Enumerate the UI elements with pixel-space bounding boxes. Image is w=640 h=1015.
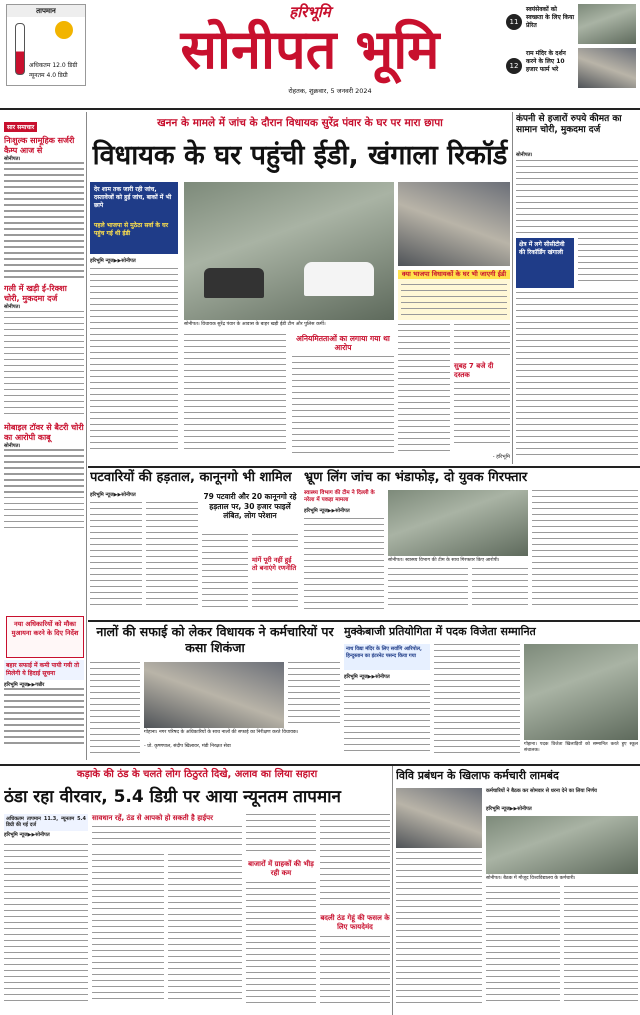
boxing-photo-caption: गोहाना। पदक विजेता खिलाड़ियों को सम्मानित करते हुए स्कूल संचालक। bbox=[524, 742, 638, 753]
boxing-headline: मुक्केबाजी प्रतियोगिता में पदक विजेता सम्मानित bbox=[344, 625, 536, 638]
left-column bbox=[4, 114, 84, 612]
cold-byline: हरिभूमि न्यूज▶▶सोनीपत bbox=[4, 832, 50, 838]
right-teaser-2[interactable] bbox=[506, 48, 636, 88]
bhroon-col4-body bbox=[532, 490, 638, 614]
sewer-photo bbox=[144, 662, 284, 728]
city-title: सोनीपत भूमि bbox=[180, 18, 440, 81]
protest-bullet: कर्मचारियों ने बैठक कर सोमवार से धरना देने का लिया निर्णय bbox=[486, 788, 597, 794]
lead-col5-body bbox=[454, 324, 510, 360]
bhroon-kicker: स्वास्थ्य विभाग की टीम ने दिल्ली के नरेला में पकड़ा मामला bbox=[304, 490, 375, 503]
cold-sub2: बदली ठंड गेहूं की फसल के लिए फायदेमंद bbox=[320, 914, 390, 931]
protest-photo-1 bbox=[396, 788, 482, 848]
strike-col4-body bbox=[252, 534, 298, 554]
brief4-title: बहार सफाई में कमी पायी गयी तो मिलेगी ये हिदाई सूचना bbox=[4, 660, 84, 680]
sewer-headline: नालों की सफाई को लेकर विधायक ने कर्मचारियों पर कसा शिकंजा bbox=[96, 624, 334, 655]
sewer-story bbox=[90, 622, 340, 762]
cold-quote: सावधान रहें, ठंड से आपको हो सकती है हाईपर bbox=[92, 814, 214, 822]
lead-col2-body bbox=[184, 334, 286, 458]
teaser-number: 11 bbox=[506, 14, 522, 30]
bhroon-photo-caption: सोनीपत। स्वास्थ्य विभाग की टीम के साथ गिरफ्तार किए आरोपी। bbox=[388, 558, 500, 563]
masthead-rule bbox=[0, 108, 640, 110]
sidebar-body-2 bbox=[578, 238, 638, 288]
brief1-body bbox=[4, 162, 84, 284]
lead-highlight: क्या भाजपा विधायकों के घर भी जाएगी ईडी bbox=[398, 270, 510, 279]
boxing-col1-body bbox=[344, 684, 430, 758]
sidebar-body-3 bbox=[516, 292, 638, 460]
cold-col8-body bbox=[320, 936, 390, 1010]
strike-col3-body bbox=[202, 534, 248, 614]
cold-sub1: बाजारों में ग्राहकों की भीड़ रही कम bbox=[248, 860, 314, 877]
masthead bbox=[0, 0, 640, 112]
protest-col3-body bbox=[564, 886, 638, 1010]
bhroon-photo bbox=[388, 490, 528, 556]
temperature-box bbox=[6, 4, 86, 86]
cold-temp-box: अधिकतम तापमान 11.3, न्यूनतम 5.4 डिग्री की गई दर्ज bbox=[4, 814, 88, 831]
thermometer-icon bbox=[15, 23, 25, 75]
cold-kicker: कड़ाके की ठंड के चलते लोग ठिठुरते दिखे, अलाव का लिया सहारा bbox=[76, 769, 318, 780]
bhroon-headline: भ्रूण लिंग जांच का भंडाफोड़, दो युवक गिरफ्तार bbox=[304, 470, 528, 485]
boxing-box bbox=[344, 644, 430, 670]
brief3-title: मोबाइल टॉवर से बैटरी चोरी का आरोपी काबू bbox=[4, 422, 84, 442]
boxing-photo bbox=[524, 644, 638, 740]
bottom-divider bbox=[392, 766, 393, 1015]
lead-sub2: सुबह 7 बजे दी दस्तक bbox=[454, 362, 494, 379]
sidebar-body-1 bbox=[516, 160, 638, 236]
sidebar-photo-label-box bbox=[516, 238, 574, 288]
lead-photo-2 bbox=[398, 182, 510, 266]
bhroon-byline: हरिभूमि न्यूज▶▶सोनीपत bbox=[304, 508, 350, 514]
sewer-byline-2: - प्रो. कृष्णपाल, संदीप खिलावर, मंडी निरक्षत सेवा bbox=[144, 744, 231, 749]
teaser-text: राम मंदिर के दर्शन करने के लिए 10 हजार फार्म भरे bbox=[526, 50, 566, 73]
brief2-body bbox=[4, 311, 84, 423]
right-teaser-1[interactable] bbox=[506, 4, 636, 44]
strike-headline: पटवारियों की हड़ताल, कानूनगो भी शामिल bbox=[90, 470, 292, 485]
car-shape bbox=[304, 262, 374, 296]
sun-icon bbox=[55, 21, 73, 39]
lead-byline-2: - हरिभूमि bbox=[492, 454, 510, 460]
lead-col1-body bbox=[90, 268, 178, 458]
boxing-byline: हरिभूमि न्यूज▶▶सोनीपत bbox=[344, 674, 390, 680]
min-temp: न्यूनतम 4.0 डिग्री bbox=[29, 72, 68, 79]
car-shape-2 bbox=[204, 268, 264, 298]
protest-col2-body bbox=[486, 886, 560, 1010]
cold-col7-body bbox=[320, 814, 390, 910]
sidebar-dateline: सोनीपत। bbox=[516, 152, 533, 158]
strike-col5-body bbox=[252, 582, 298, 614]
bhroon-col3-body bbox=[472, 568, 528, 614]
max-temp: अधिकतम 12.0 डिग्री bbox=[29, 62, 78, 69]
teaser-number: 12 bbox=[506, 58, 522, 74]
teaser-photo bbox=[578, 48, 636, 88]
lead-headline: विधायक के घर पहुंची ईडी, खंगाला रिकॉर्ड bbox=[92, 140, 508, 171]
right-sidebar bbox=[516, 112, 638, 464]
highlight-body bbox=[401, 284, 507, 320]
temperature-title: तापमान bbox=[7, 5, 85, 17]
lead-bullets bbox=[90, 182, 178, 254]
brief1-dateline: सोनीपत। bbox=[4, 156, 21, 162]
brand-name: हरिभूमि bbox=[289, 3, 331, 21]
boxing-col2-body bbox=[434, 644, 520, 758]
brief3-dateline: सोनीपत। bbox=[4, 442, 21, 449]
left-ad-text: नया अधिकारियों को मौका मुआयना करने के दिए निर्देश bbox=[11, 620, 79, 637]
brief3-body bbox=[4, 449, 84, 533]
protest-photo-caption: सोनीपत। बैठक में मौजूद विश्वविद्यालय के कर्मचारी। bbox=[486, 876, 576, 881]
bhroon-col2-body bbox=[388, 568, 468, 614]
protest-col1-body bbox=[396, 852, 482, 1010]
protest-story bbox=[396, 766, 638, 1015]
protest-byline: हरिभूमि न्यूज▶▶सोनीपत bbox=[486, 806, 532, 812]
lead-kicker: खनन के मामले में जांच के दौरान विधायक सुरेंद्र पंवार के घर पर मारा छापा bbox=[157, 117, 443, 129]
cold-col6-body bbox=[246, 882, 316, 1010]
protest-photo-2 bbox=[486, 816, 638, 874]
brief2-dateline: सोनीपत। bbox=[4, 304, 21, 311]
cold-col5-body bbox=[246, 814, 316, 856]
sewer-col2-body bbox=[288, 662, 340, 728]
lead-sub1: अनियमितताओं का लगाया गया था आरोप bbox=[296, 334, 390, 352]
left-ad-box bbox=[6, 616, 84, 658]
boxing-story bbox=[344, 622, 638, 762]
cold-col1-body bbox=[4, 844, 88, 1010]
strike-col1-body bbox=[90, 502, 142, 614]
left-column-lower bbox=[4, 660, 84, 760]
strike-col2-body bbox=[146, 502, 198, 614]
cold-col2-body bbox=[92, 826, 242, 850]
lead-col3-body bbox=[292, 356, 394, 458]
cold-headline: ठंडा रहा वीरवार, 5.4 डिग्री पर आया न्यूनतम तापमान bbox=[4, 787, 341, 807]
strike-box-title: 79 पटवारी और 20 कानूनगो रहे हड़ताल पर, 30 हजार फाइलें लंबित, लोग परेशान bbox=[203, 492, 297, 520]
teaser-text: स्वयंसेवकों को स्वच्छता के लिए किया प्रेरित bbox=[526, 6, 575, 29]
brief2-title: गली में खड़ी ई-रिक्शा चोरी, मुकदमा दर्ज bbox=[4, 284, 67, 304]
lead-bullet-1: देर शाम तक जारी रही जांच, दस्तावेजों को हुई जांच, बाकों में भी छापे bbox=[94, 186, 172, 209]
strike-sub: मांगें पूरी नहीं हुई तो बनाएंगे रणनीति bbox=[252, 556, 297, 572]
lead-photo bbox=[184, 182, 394, 320]
right-divider bbox=[512, 112, 513, 464]
lead-highlight-box bbox=[398, 270, 510, 320]
strike-story bbox=[90, 468, 300, 618]
lead-photo-caption: सोनीपत। विधायक सुरेंद्र पंवार के आवास के बाहर खड़ी ईडी टीम और पुलिस कर्मी। bbox=[184, 322, 326, 327]
lead-story bbox=[90, 112, 510, 464]
section-tag: सार समाचार bbox=[4, 122, 37, 132]
teaser-photo bbox=[578, 4, 636, 44]
strike-byline: हरिभूमि न्यूज▶▶सोनीपत bbox=[90, 492, 136, 498]
lead-col4-body bbox=[398, 324, 450, 458]
bhroon-story bbox=[304, 468, 638, 618]
protest-headline: विवि प्रबंधन के खिलाफ कर्मचारी लामबंद bbox=[396, 769, 559, 782]
brief1-title: निःशुल्क सामूहिक सर्जरी कैम्प आज से bbox=[4, 136, 75, 155]
brief4-body bbox=[4, 688, 84, 748]
bhroon-col1-body bbox=[304, 518, 384, 614]
cold-col3-body bbox=[92, 854, 164, 1010]
left-divider bbox=[86, 112, 87, 760]
sidebar-headline: कंपनी से हजारों रुपये कीमत का सामान चोरी, मुकदमा दर्ज bbox=[516, 114, 622, 135]
lead-col6-body bbox=[454, 382, 510, 452]
sidebar-photo-label: क्षेत्र में लगे सीसीटीवी की रिकॉर्डिंग खंगाली bbox=[519, 241, 565, 256]
lead-bullet-2: पहले भाजपा से मुठेठा सर्वा के घर पहुंच गई थी ईडी bbox=[94, 222, 169, 237]
lead-byline: हरिभूमि न्यूज▶▶सोनीपत bbox=[90, 258, 136, 264]
dateline: रोहतक, शुक्रवार, 5 जनवरी 2024 bbox=[288, 87, 372, 95]
brief4-dateline: हरिभूमि न्यूज▶▶गन्नौर bbox=[4, 682, 45, 688]
sewer-photo-caption: गोहाना। नगर परिषद के अधिकारियों के साथ नालों की सफाई का निरीक्षण करते विधायक। bbox=[144, 730, 299, 735]
cold-story bbox=[4, 766, 390, 1015]
cold-col4-body bbox=[168, 854, 242, 1010]
boxing-box-title: नाथ विद्या मंदिर के लिए सर्वागि आरिपोल, हिन्दुस्तान का इंटरनेट पसन्द किया गया bbox=[346, 646, 422, 659]
sewer-col1-body bbox=[90, 662, 140, 758]
